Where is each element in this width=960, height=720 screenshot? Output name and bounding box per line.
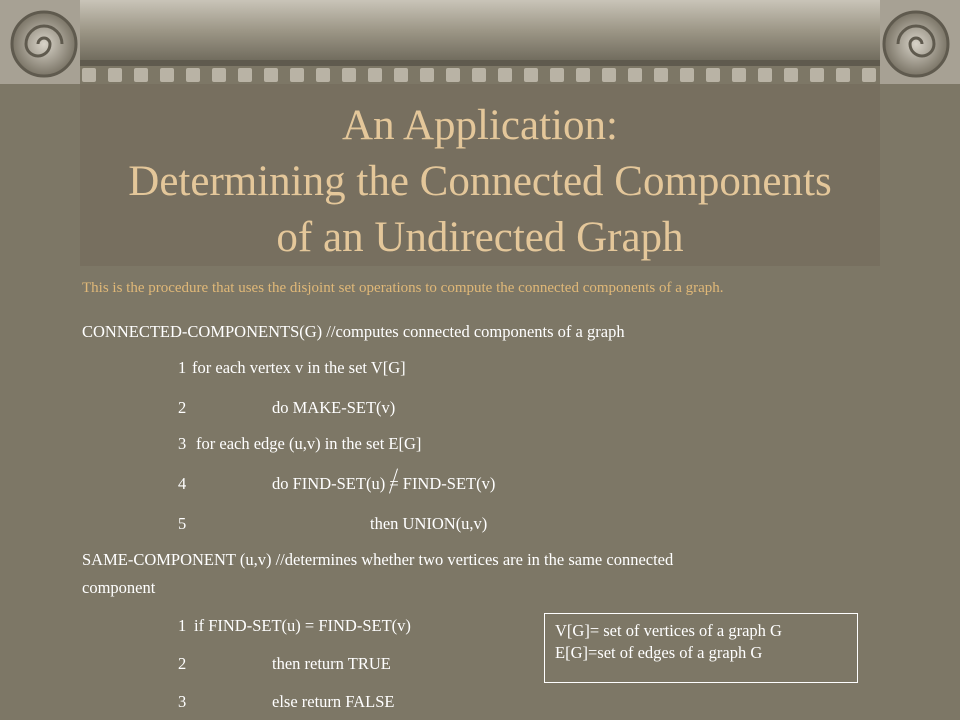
decorative-frame	[0, 0, 960, 90]
line-statement-part-b: FIND-SET(v)	[402, 474, 496, 493]
line-statement: then return TRUE	[272, 654, 391, 673]
definition-edges: E[G]=set of edges of a graph G	[555, 643, 763, 662]
not-equal-sign: =	[389, 474, 398, 494]
left-volute-ornament	[0, 0, 80, 84]
definitions-box	[544, 613, 858, 683]
line-statement	[272, 474, 495, 494]
line-statement: then UNION(u,v)	[370, 514, 488, 533]
line-number: 4	[178, 474, 187, 493]
line-number: 1	[178, 616, 187, 635]
line-statement: if FIND-SET(u) = FIND-SET(v)	[194, 616, 411, 635]
proc1-line-3	[178, 434, 578, 456]
intro-text: This is the procedure that uses the disjoint set operations to compute the connected components of a graph.	[82, 280, 724, 296]
line-number: 2	[178, 398, 187, 417]
line-number: 2	[178, 654, 187, 673]
proc2-header-line-2: component	[82, 578, 156, 597]
proc2-line-1	[178, 616, 538, 638]
proc2-header-line-1: SAME-COMPONENT (u,v) //determines whether two vertices are in the same connected	[82, 550, 674, 569]
line-statement: for each vertex v in the set V[G]	[192, 358, 406, 377]
line-number: 3	[178, 692, 187, 711]
definition-vertices: V[G]= set of vertices of a graph G	[555, 621, 782, 640]
title-line-3: of an Undirected Graph	[276, 214, 684, 261]
proc1-line-2	[178, 398, 578, 420]
proc1-line-1	[178, 358, 578, 380]
proc2-line-2	[178, 654, 538, 676]
title-line-2: Determining the Connected Components	[128, 158, 832, 205]
line-statement: for each edge (u,v) in the set E[G]	[196, 434, 422, 453]
proc1-line-4	[178, 474, 598, 496]
slide-title	[80, 98, 880, 266]
right-volute-ornament	[880, 0, 960, 84]
proc1-line-5	[178, 514, 578, 536]
proc1-header: CONNECTED-COMPONENTS(G) //computes connected components of a graph	[82, 322, 625, 341]
line-number: 1	[178, 358, 187, 377]
line-statement: do MAKE-SET(v)	[272, 398, 396, 417]
line-statement-part-a: do FIND-SET(u)	[272, 474, 386, 493]
line-number: 3	[178, 434, 187, 453]
line-statement: else return FALSE	[272, 692, 395, 711]
line-number: 5	[178, 514, 187, 533]
proc2-line-3	[178, 692, 538, 714]
title-line-1: An Application:	[342, 102, 618, 149]
